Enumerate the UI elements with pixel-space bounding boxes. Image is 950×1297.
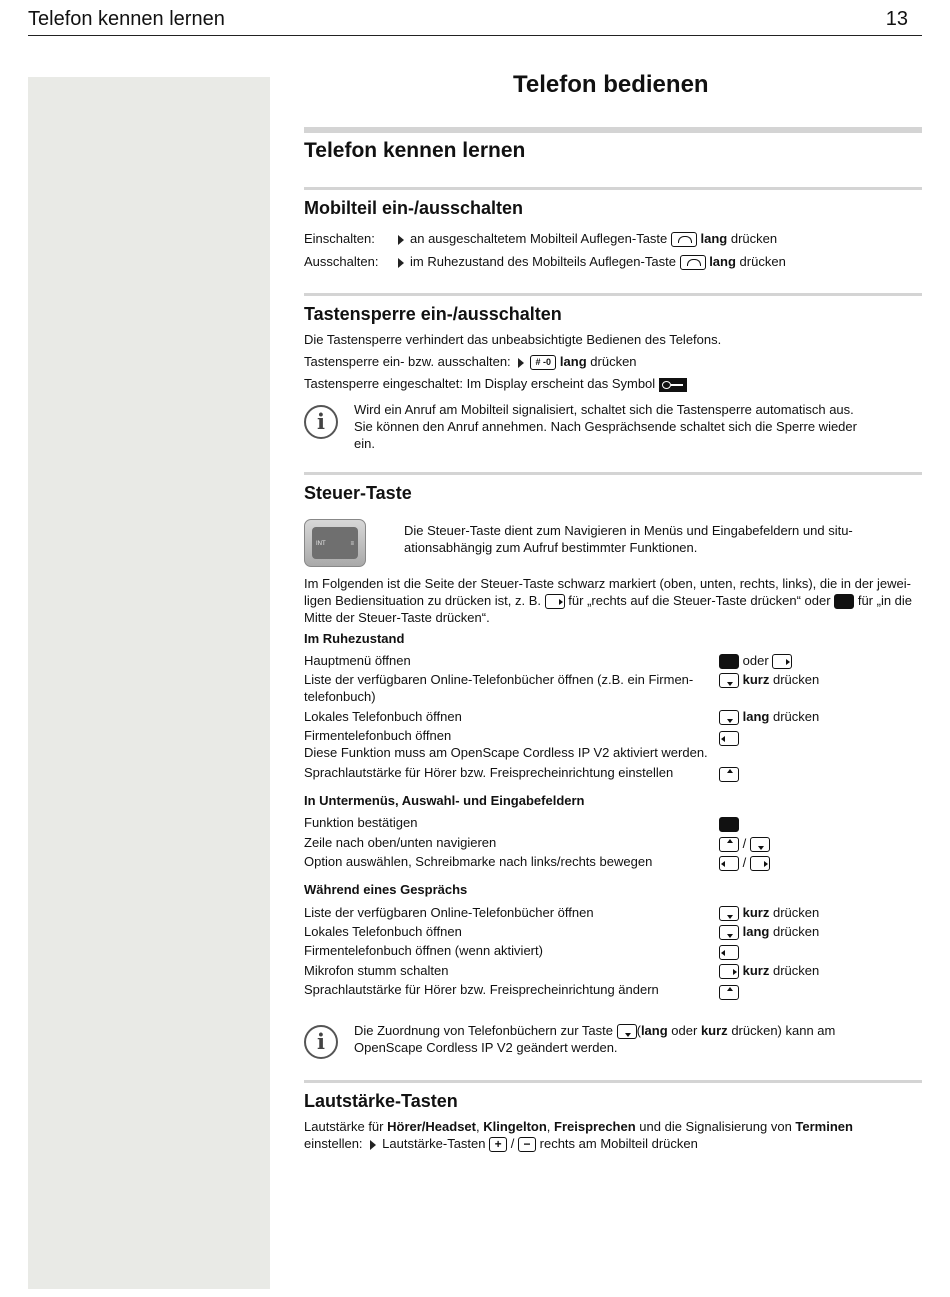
submenu-row: Zeile nach oben/unten navigieren [304,835,497,850]
heading-volume: Lautstärke-Tasten [304,1091,458,1111]
call-row-keys [719,943,739,960]
arrow-icon [370,1140,376,1150]
submenu-row-keys [719,815,739,832]
idle-row-keys: kurz drücken [719,671,819,688]
section-title: Telefon kennen lernen [304,139,526,162]
side-margin-panel [28,77,270,1289]
divider [304,1080,922,1083]
nav-right-key-icon [719,964,739,979]
arrow-icon [398,235,404,245]
keylock-note: Wird ein Anruf am Mobilteil signalisiert, schaltet sich die Tastensperre automatisch aus. Sie können den Anruf annehmen. Nach Gesprächsende schaltet sich die Sperre wieder ein. [354,402,857,451]
idle-row-keys [719,729,739,746]
nav-down-key-icon [750,837,770,852]
nav-down-key-icon [719,906,739,921]
submenu-row: Option auswählen, Schreibmarke nach links/rechts bewegen [304,854,653,869]
nav-right-key-icon [750,856,770,871]
nav-right-key-icon [772,654,792,669]
page-number: 13 [885,8,908,30]
divider [304,472,922,475]
end-call-key-icon [680,255,706,270]
nav-center-key-icon [719,817,739,832]
nav-down-key-icon [719,925,739,940]
heading-nav-key: Steuer-Taste [304,483,412,503]
nav-key-intro: Die Steuer-Taste dient zum Navigieren in Menüs und Eingabefeldern und situ- ationsabhängig zum Aufruf bestimmter Funktionen. [404,523,853,555]
submenu-row-keys: / [719,854,770,871]
call-row-keys [719,983,739,1000]
hash-key-icon: # -0 [530,355,556,370]
power-off-instruction: im Ruhezustand des Mobilteils Auflegen-Taste lang drücken [394,253,786,270]
nav-down-key-icon [719,673,739,688]
nav-left-key-icon [719,856,739,871]
nav-left-key-icon [719,945,739,960]
call-row-keys: lang drücken [719,923,819,940]
call-row: Firmentelefonbuch öffnen (wenn aktiviert) [304,943,543,958]
running-head [28,8,922,36]
idle-row: Hauptmenü öffnen [304,653,411,668]
volume-text: Lautstärke für Hörer/Headset, Klingelton, Freisprechen und die Signalisierung von Terminen einstellen: Lautstärke-Tasten + / − rechts am Mobilteil drücken [304,1119,853,1152]
power-on-row [304,230,778,247]
heading-keylock: Tastensperre ein-/ausschalten [304,304,562,324]
arrow-icon [518,358,524,368]
running-head-title: Telefon kennen lernen [28,8,225,30]
keylock-toggle: Tastensperre ein- bzw. ausschalten: # -0 lang drücken [304,354,637,369]
nav-key-image: INT ≡ [304,519,366,567]
subheading-call: Während eines Gesprächs [304,882,468,897]
nav-up-key-icon [719,767,739,782]
nav-down-key-icon [617,1024,637,1039]
nav-center-key-icon [834,594,854,609]
call-row: Liste der verfügbaren Online-Telefonbücher öffnen [304,905,594,920]
call-row-keys: kurz drücken [719,962,819,979]
power-on-instruction: an ausgeschaltetem Mobilteil Auflegen-Taste lang drücken [394,230,777,247]
call-row: Lokales Telefonbuch öffnen [304,924,462,939]
info-icon: i [304,1025,338,1059]
idle-row: Sprachlautstärke für Hörer bzw. Freisprecheinrichtung einstellen [304,765,674,780]
submenu-row-keys: / [719,835,770,852]
call-row: Mikrofon stumm schalten [304,963,449,978]
idle-row-keys [719,765,739,782]
idle-row: Firmentelefonbuch öffnen Diese Funktion muss am OpenScape Cordless IP V2 aktiviert werden. [304,728,708,760]
call-row: Sprachlautstärke für Hörer bzw. Freisprecheinrichtung ändern [304,982,659,997]
keylock-desc: Die Tastensperre verhindert das unbeabsichtigte Bedienen des Telefons. [304,332,722,347]
nav-key-explanation: Im Folgenden ist die Seite der Steuer-Taste schwarz markiert (oben, unten, rechts, links), die in der jewei- ligen Bediensituation zu drücken ist, z. B. für „rechts auf die Steuer-Taste drücken“ oder für „in die Mitte der Steuer-Taste drücken“. [304,576,913,625]
volume-up-key-icon: + [489,1137,507,1152]
power-on-label: Einschalten: [304,231,375,246]
heading-power: Mobilteil ein-/ausschalten [304,198,524,218]
nav-right-key-icon [545,594,565,609]
subheading-submenu: In Untermenüs, Auswahl- und Eingabefeldern [304,793,585,808]
idle-row-keys: lang drücken [719,708,819,725]
divider [304,127,922,133]
subheading-idle: Im Ruhezustand [304,631,405,646]
end-call-key-icon [671,232,697,247]
power-off-row [304,253,786,270]
nav-center-key-icon [719,654,739,669]
key-lock-symbol-icon [659,378,687,392]
info-icon: i [304,405,338,439]
power-off-label: Ausschalten: [304,254,379,269]
divider [304,187,922,190]
phonebook-note: Die Zuordnung von Telefonbüchern zur Taste (lang oder kurz drücken) kann am OpenScape Cordless IP V2 geändert werden. [354,1023,836,1056]
divider [304,293,922,296]
idle-row: Lokales Telefonbuch öffnen [304,709,462,724]
nav-up-key-icon [719,985,739,1000]
nav-up-key-icon [719,837,739,852]
nav-left-key-icon [719,731,739,746]
keylock-active: Tastensperre eingeschaltet: Im Display erscheint das Symbol [304,375,687,392]
arrow-icon [398,258,404,268]
idle-row-keys: oder [719,652,792,669]
idle-row: Liste der verfügbaren Online-Telefonbücher öffnen (z.B. ein Firmen- telefonbuch) [304,672,694,704]
volume-down-key-icon: − [518,1137,536,1152]
chapter-title: Telefon bedienen [513,71,709,98]
submenu-row: Funktion bestätigen [304,815,418,830]
call-row-keys: kurz drücken [719,904,819,921]
nav-down-key-icon [719,710,739,725]
